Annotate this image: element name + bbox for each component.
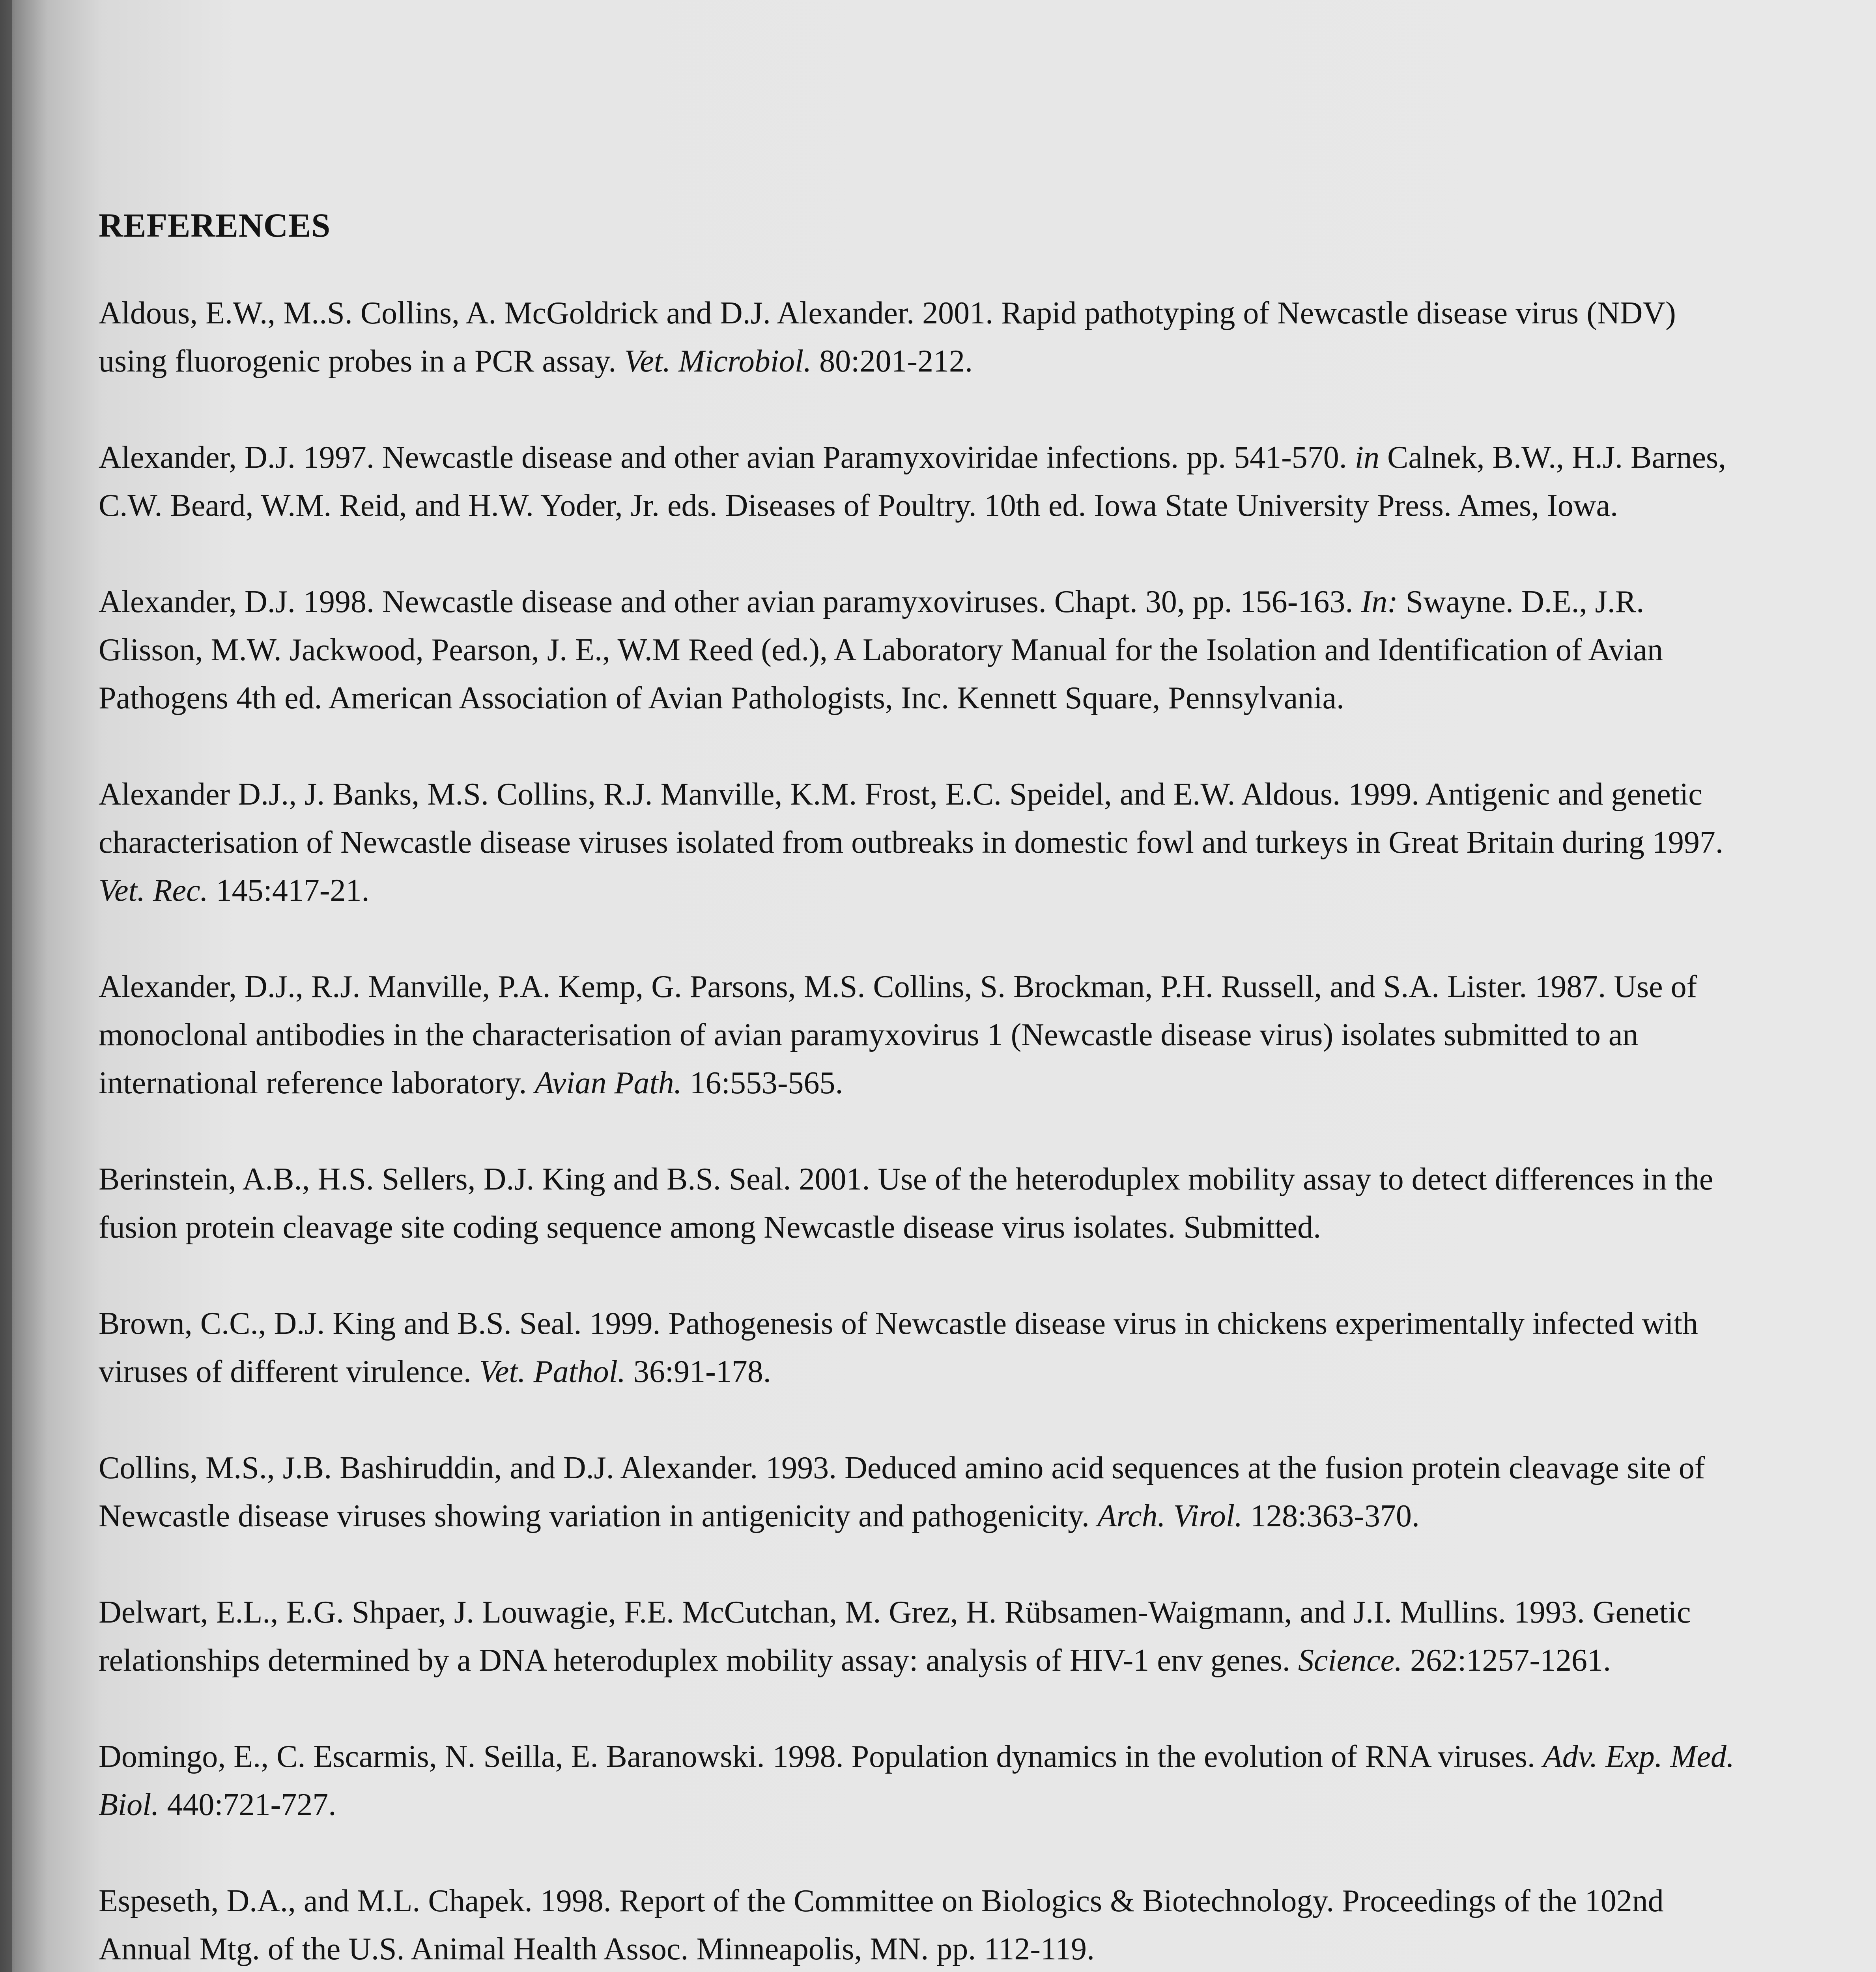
reference-text: Alexander D.J., J. Banks, M.S. Collins, R.J. Manville, K.M. Frost, E.C. Speidel, and E.W. Aldous. 1999. Antigenic and genetic characterisation of Newcastle disease viruses isolated from outbreaks in domestic fowl and turkeys in Great Britain during 1997.: [99, 777, 1723, 860]
reference-text: Alexander, D.J., R.J. Manville, P.A. Kemp, G. Parsons, M.S. Collins, S. Brockman, P.H. Russell, and S.A. Lister. 1987. Use of monoclonal antibodies in the characterisation of avian paramyxovirus 1 (Newcastle disease virus) isolates submitted to an international reference laboratory.: [99, 969, 1697, 1101]
reference-journal: Vet. Pathol.: [479, 1354, 626, 1389]
reference-entry: [99, 770, 1736, 915]
reference-journal: Vet. Microbiol.: [624, 344, 812, 379]
reference-entry: [99, 1588, 1736, 1684]
reference-text: Brown, C.C., D.J. King and B.S. Seal. 1999. Pathogenesis of Newcastle disease virus in chickens experimentally infected with viruses of different virulence.: [99, 1306, 1698, 1389]
reference-entry: [99, 1300, 1736, 1396]
reference-text: Berinstein, A.B., H.S. Sellers, D.J. King and B.S. Seal. 2001. Use of the heteroduplex mobility assay to detect differences in the fusion protein cleavage site coding sequence among Newcastle disease virus isolates. Submitted.: [99, 1162, 1713, 1245]
reference-text: Collins, M.S., J.B. Bashiruddin, and D.J. Alexander. 1993. Deduced amino acid sequences at the fusion protein cleavage site of Newcastle disease viruses showing variation in antigenicity and pathogenicity.: [99, 1451, 1705, 1534]
reference-journal: Arch. Virol.: [1097, 1499, 1243, 1534]
references-section: [99, 205, 1736, 1972]
reference-journal: Science.: [1298, 1643, 1403, 1678]
reference-entry: [99, 289, 1736, 385]
reference-citation: 440:721-727.: [159, 1787, 336, 1823]
references-heading: REFERENCES: [99, 206, 331, 244]
reference-journal: in: [1355, 440, 1379, 475]
reference-citation: 145:417-21.: [208, 873, 370, 908]
reference-text: Delwart, E.L., E.G. Shpaer, J. Louwagie, F.E. McCutchan, M. Grez, H. Rübsamen-Waigmann, and J.I. Mullins. 1993. Genetic relationships determined by a DNA heteroduplex mobility assay: analysis of HIV-1 env genes.: [99, 1595, 1691, 1678]
reference-text: Alexander, D.J. 1997. Newcastle disease and other avian Paramyxoviridae infections. pp. 541-570.: [99, 440, 1355, 475]
reference-journal: Adv. Exp. Med. Biol.: [99, 1739, 1734, 1823]
reference-text: Alexander, D.J. 1998. Newcastle disease and other avian paramyxoviruses. Chapt. 30, pp. 156-163.: [99, 585, 1361, 620]
reference-entry: [99, 578, 1736, 722]
reference-entry: [99, 963, 1736, 1107]
reference-entry: [99, 1444, 1736, 1540]
reference-journal: Vet. Rec.: [99, 873, 208, 908]
reference-citation: 80:201-212.: [811, 344, 973, 379]
reference-journal: Avian Path.: [534, 1066, 682, 1101]
reference-journal: In:: [1361, 585, 1398, 620]
reference-citation: 262:1257-1261.: [1402, 1643, 1611, 1678]
reference-citation: 16:553-565.: [682, 1066, 843, 1101]
reference-citation: 128:363-370.: [1243, 1499, 1420, 1534]
reference-entry: [99, 1733, 1736, 1829]
reference-citation: Calnek, B.W., H.J. Barnes, C.W. Beard, W.M. Reid, and H.W. Yoder, Jr. eds. Diseases of Poultry. 10th ed. Iowa State University Press. Ames, Iowa.: [99, 440, 1727, 523]
reference-entry: [99, 433, 1736, 530]
reference-citation: Swayne. D.E., J.R. Glisson, M.W. Jackwood, Pearson, J. E., W.M Reed (ed.), A Laboratory Manual for the Isolation and Identification of Avian Pathogens 4th ed. American Association of Avian Pathologists, Inc. Kennett Square, Pennsylvania.: [99, 585, 1663, 716]
reference-entry: [99, 1877, 1736, 1972]
reference-text: Espeseth, D.A., and M.L. Chapek. 1998. Report of the Committee on Biologics & Biotechnology. Proceedings of the 102nd Annual Mtg. of the U.S. Animal Health Assoc. Minneapolis, MN. pp. 112-119.: [99, 1884, 1664, 1967]
reference-entry: [99, 1155, 1736, 1251]
reference-text: Domingo, E., C. Escarmis, N. Seilla, E. Baranowski. 1998. Population dynamics in the evolution of RNA viruses.: [99, 1739, 1543, 1774]
reference-citation: 36:91-178.: [625, 1354, 771, 1389]
reference-text: Aldous, E.W., M..S. Collins, A. McGoldrick and D.J. Alexander. 2001. Rapid pathotyping of Newcastle disease virus (NDV) using fluorogenic probes in a PCR assay.: [99, 296, 1676, 379]
